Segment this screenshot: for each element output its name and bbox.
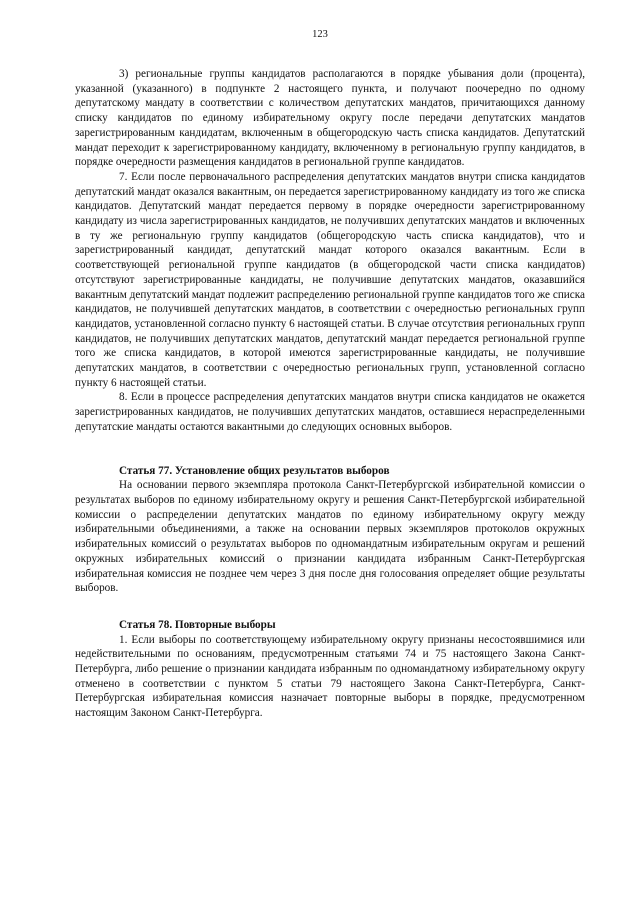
paragraph-point-7: 7. Если после первоначального распределения депутатских мандатов внутри списка кандидатов депутатский мандат оказался вакантным, он передается зарегистрированному кандидату из того же списка кандидатов. Депутатский мандат передается первому в порядке очередности зарегистрированному кандидату из числа зарегистрированных кандидатов, не получивших депутатских мандатов и включенных в ту же региональную группу кандидатов (общегородскую часть списка кандидатов), что и зарегистрированный кандидат, депутатский мандат которого оказался вакантным. Если в соответствующей региональной группе кандидатов (в общегородской части списка кандидатов) отсутствуют зарегистрированные кандидаты, не получившие депутатских мандатов, оказавшийся вакантным депутатский мандат подлежит распределению региональной группе кандидатов того же списка кандидатов, не получившей депутатских мандатов, в соответствии с очередностью региональных групп кандидатов, установленной согласно пункту 6 настоящей статьи. В случае отсутствия региональных групп кандидатов, не получивших депутатских мандатов, депутатский мандат передается региональной группе того же списка кандидатов, в которой имеются зарегистрированные кандидаты, не получившие депутатских мандатов, в соответствии с очередностью региональных групп, установленной согласно пункту 6 настоящей статьи. <box>75 170 585 389</box>
paragraph-point-8: 8. Если в процессе распределения депутатских мандатов внутри списка кандидатов не окажется зарегистрированных кандидатов, не получивших депутатских мандатов, оставшиеся нераспределенными депутатские мандаты остаются вакантными до следующих основных выборов. <box>75 391 585 433</box>
page-number: 123 <box>312 29 328 40</box>
article-77-heading: Статья 77. Установление общих результатов выборов <box>119 464 390 477</box>
document-body <box>75 67 585 721</box>
paragraph-article-77: На основании первого экземпляра протокола Санкт-Петербургской избирательной комиссии о результатах выборов по единому избирательному округу и решения Санкт-Петербургской избирательной комиссии о распределении депутатских мандатов по единому избирательному округу между избирательными объединениями, а также на основании первых экземпляров протоколов окружных избирательных комиссий о результатах выборов по одномандатным избирательным округам и решений окружных избирательных комиссий о признании кандидата избранным Санкт-Петербургская избирательная комиссия не позднее чем через 3 дня после дня голосования определяет общие результаты выборов. <box>75 479 585 595</box>
section-gap <box>75 435 585 464</box>
article-78-heading: Статья 78. Повторные выборы <box>119 618 276 631</box>
paragraph-article-78-point-1: 1. Если выборы по соответствующему избирательному округу признаны несостоявшимися или недействительными по основаниям, предусмотренным статьями 74 и 75 настоящего Закона Санкт-Петербурга, либо решение о признании кандидата избранным по одномандатному избирательному округу отменено в соответствии с пунктом 5 статьи 79 настоящего Закона Санкт-Петербурга, Санкт-Петербургская избирательная комиссия назначает повторные выборы в порядке, предусмотренном настоящим Законом Санкт-Петербурга. <box>75 633 585 720</box>
section-gap <box>75 596 585 618</box>
paragraph-item-3: 3) региональные группы кандидатов располагаются в порядке убывания доли (процента), указанной (указанного) в подпункте 2 настоящего пункта, и получают поочередно по одному депутатскому мандату в соответствии с количеством депутатских мандатов, причитающихся данному списку кандидатов по единому избирательному округу после передачи депутатских мандатов зарегистрированным кандидатам, включенным в общегородскую часть списка кандидатов. Депутатский мандат переходит к зарегистрированному кандидату, включенному в региональную группу кандидатов, в порядке очередности размещения кандидатов в региональной группе кандидатов. <box>75 68 585 169</box>
